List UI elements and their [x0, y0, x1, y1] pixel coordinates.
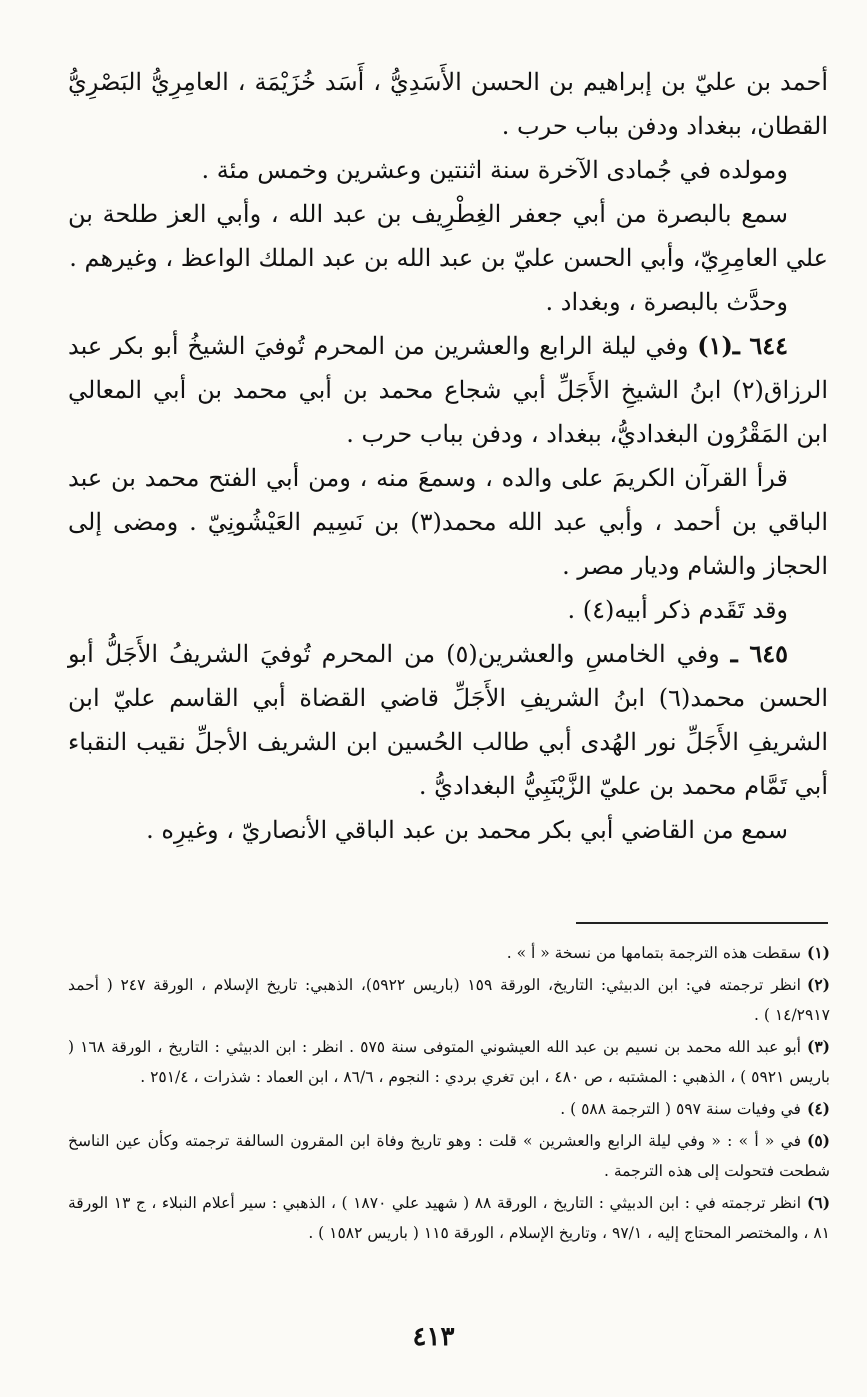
footnote-text: في وفيات سنة ٥٩٧ ( الترجمة ٥٨٨ ) .	[560, 1100, 801, 1118]
footnote-number: (٦)	[807, 1193, 831, 1212]
body-text	[68, 60, 828, 852]
paragraph-text: سمع من القاضي أبي بكر محمد بن عبد الباقي الأنصاريّ ، وغيرِه .	[146, 816, 788, 844]
footnote	[68, 938, 830, 968]
entry-number: ٦٤٥ ـ	[730, 639, 788, 668]
paragraph	[68, 456, 828, 588]
footnote-number: (٥)	[806, 1131, 830, 1150]
paragraph-text: وحدَّث بالبصرة ، وبغداد .	[545, 288, 788, 316]
footnote-separator	[576, 922, 828, 924]
paragraph-text: قرأ القرآن الكريمَ على والده ، وسمعَ منه ، ومن أبي الفتح محمد بن عبد الباقي بن أحمد ، وأبي عبد الله محمد(٣) بن نَسِيم العَيْشُونِيّ . ومضى إلى الحجاز والشام وديار مصر .	[68, 464, 828, 580]
entry-paragraph	[68, 632, 828, 808]
paragraph-text: وقد تَقَدم ذكر أبيه(٤) .	[567, 596, 788, 624]
paragraph	[68, 148, 828, 192]
footnote	[68, 1094, 830, 1124]
footnote-number: (٣)	[806, 1037, 830, 1056]
footnote	[68, 1188, 830, 1248]
footnote-text: انظر ترجمته في : ابن الدبيثي : التاريخ ، الورقة ٨٨ ( شهيد علي ١٨٧٠ ) ، الذهبي : سير أعلام النبلاء ، ج ١٣ الورقة ٨١ ، والمختصر المحتاج إليه ، ٩٧/١ ، وتاريخ الإسلام ، الورقة ١١٥ ( باريس ١٥٨٢ ) .	[68, 1194, 830, 1242]
page-number: ٤١٣	[412, 1322, 455, 1352]
footnote-text: سقطت هذه الترجمة بتمامها من نسخة « أ » .	[506, 944, 801, 962]
paragraph	[68, 280, 828, 324]
footnote-separator-wrap	[576, 922, 828, 924]
paragraph	[68, 192, 828, 280]
paragraph	[68, 808, 828, 852]
paragraph-text: وفي الخامسِ والعشرين(٥) من المحرم تُوفيَ الشريفُ الأَجَلُّ أبو الحسن محمد(٦) ابنُ الشريفِ الأَجَلِّ قاضي القضاة أبي القاسم عليّ ابن الشريفِ الأَجَلِّ نور الهُدى أبي طالب الحُسين ابن الشريف الأجلِّ نقيب النقباء أبي تَمَّام محمد بن عليّ الزَّيْنَبِيُّ البغداديُّ .	[68, 640, 829, 800]
footnote	[68, 970, 830, 1030]
footnote-number: (١)	[806, 943, 830, 962]
footnote-number: (٢)	[806, 975, 830, 994]
footnotes	[68, 938, 830, 1250]
paragraph-text: سمع بالبصرة من أبي جعفر الغِطْرِيف بن عبد الله ، وأبي العز طلحة بن علي العامِرِيّ، وأبي الحسن عليّ بن عبد الله بن عبد الملك الواعظ ، وغيرهم .	[68, 200, 828, 272]
footnote	[68, 1126, 830, 1186]
paragraph-text: أحمد بن عليّ بن إبراهيم بن الحسن الأَسَدِيُّ ، أَسَد خُزَيْمَة ، العامِرِيُّ البَصْرِيُّ القطان، ببغداد ودفن بباب حرب .	[68, 68, 828, 140]
paragraph	[68, 588, 828, 632]
entry-number: ٦٤٤ ـ(١)	[697, 331, 788, 360]
main-text	[68, 60, 828, 852]
footnote-number: (٤)	[806, 1099, 830, 1118]
footnote-text: في « أ » : « وفي ليلة الرابع والعشرين » قلت : وهو تاريخ وفاة ابن المقرون السالفة ترجمته وكأن عين الناسخ شطحت فتحولت إلى هذه الترجمة .	[68, 1132, 830, 1180]
footnote-text: أبو عبد الله محمد بن نسيم بن عبد الله العيشوني المتوفى سنة ٥٧٥ . انظر : ابن الدبيثي : التاريخ ، الورقة ١٦٨ ( باريس ٥٩٢١ ) ، الذهبي : المشتبه ، ص ٤٨٠ ، ابن تغري بردي : النجوم ، ٨٦/٦ ، ابن العماد : شذرات ، ٢٥١/٤ .	[68, 1038, 830, 1086]
paragraph	[68, 60, 828, 148]
paragraph-text: ومولده في جُمادى الآخرة سنة اثنتين وعشرين وخمس مئة .	[201, 156, 788, 184]
entry-paragraph	[68, 324, 828, 456]
footnote	[68, 1032, 830, 1092]
footnote-text: انظر ترجمته في: ابن الدبيثي: التاريخ، الورقة ١٥٩ (باريس ٥٩٢٢)، الذهبي: تاريخ الإسلام ، الورقة ٢٤٧ ( أحمد ١٤/٢٩١٧ ) .	[68, 976, 830, 1024]
paragraph-text: وفي ليلة الرابع والعشرين من المحرم تُوفيَ الشيخُ أبو بكر عبد الرزاق(٢) ابنُ الشيخِ الأَجَلِّ أبي شجاع محمد بن أبي محمد بن أبي المعالي ابن المَقْرُون البغداديُّ، ببغداد ، ودفن بباب حرب .	[68, 332, 828, 448]
